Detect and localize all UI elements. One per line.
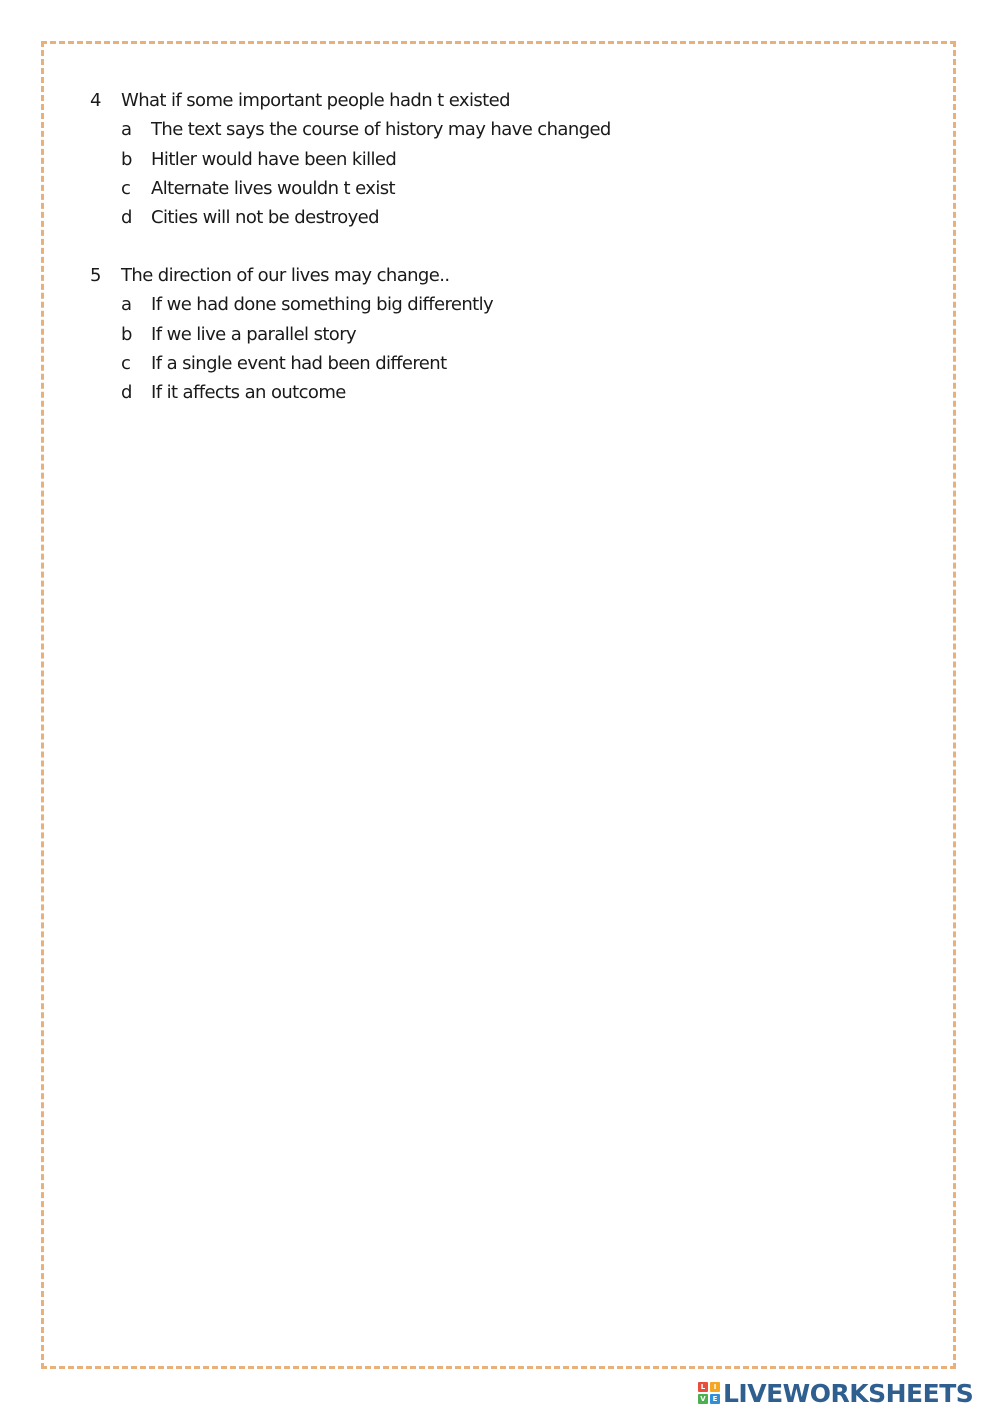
question-number: 4 bbox=[90, 90, 101, 111]
option-letter: c bbox=[121, 352, 131, 374]
question-stem bbox=[90, 90, 890, 119]
option-letter: d bbox=[121, 382, 132, 404]
answer-option-b[interactable] bbox=[90, 149, 890, 178]
question-stem bbox=[90, 265, 890, 294]
logo-square-e: E bbox=[710, 1394, 720, 1404]
answer-option-a[interactable] bbox=[90, 119, 890, 148]
option-letter: d bbox=[121, 207, 132, 229]
logo-square-l: L bbox=[698, 1382, 708, 1392]
option-text: Cities will not be destroyed bbox=[151, 207, 379, 229]
logo-wordmark: LIVEWORKSHEETS bbox=[723, 1378, 974, 1408]
page-border bbox=[41, 41, 956, 1369]
question-text: What if some important people hadn t existed bbox=[121, 90, 510, 111]
option-text: If we live a parallel story bbox=[151, 323, 357, 345]
option-text: Alternate lives wouldn t exist bbox=[151, 177, 395, 199]
option-letter: b bbox=[121, 148, 132, 170]
question-number: 5 bbox=[90, 265, 101, 286]
liveworksheets-logo bbox=[698, 1378, 973, 1408]
logo-square-v: V bbox=[698, 1394, 708, 1404]
answer-option-a[interactable] bbox=[90, 294, 890, 323]
option-letter: a bbox=[121, 119, 132, 141]
option-text: If it affects an outcome bbox=[151, 382, 346, 404]
answer-option-c[interactable] bbox=[90, 178, 890, 207]
option-letter: a bbox=[121, 294, 132, 316]
option-text: The text says the course of history may have changed bbox=[151, 119, 611, 141]
option-letter: c bbox=[121, 177, 131, 199]
option-text: If we had done something big differently bbox=[151, 294, 494, 316]
logo-square-i: I bbox=[710, 1382, 720, 1392]
option-letter: b bbox=[121, 323, 132, 345]
question-4 bbox=[90, 90, 890, 236]
logo-squares-icon bbox=[698, 1382, 720, 1404]
answer-option-c[interactable] bbox=[90, 353, 890, 382]
answer-option-d[interactable] bbox=[90, 382, 890, 411]
question-text: The direction of our lives may change.. bbox=[121, 265, 450, 286]
option-text: Hitler would have been killed bbox=[151, 148, 397, 170]
answer-option-d[interactable] bbox=[90, 207, 890, 236]
option-text: If a single event had been different bbox=[151, 352, 447, 374]
answer-option-b[interactable] bbox=[90, 324, 890, 353]
question-5 bbox=[90, 265, 890, 411]
